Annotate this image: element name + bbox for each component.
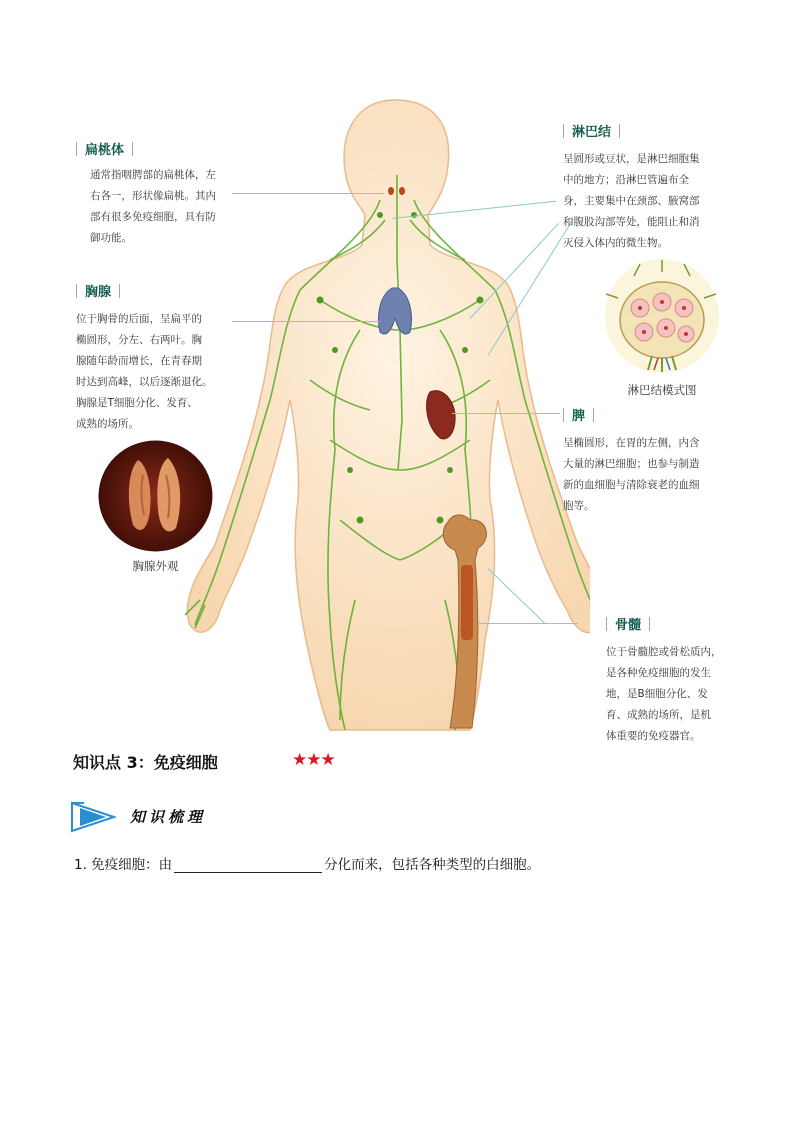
play-arrow-icon: [70, 800, 118, 834]
thymus-heading: [76, 281, 120, 300]
marrow-heading: [606, 614, 650, 633]
marrow-title: 骨髓: [615, 618, 642, 633]
section-label-knowledge-review: 知识梳理: [130, 808, 207, 826]
lymph-node-model-illustration: [604, 258, 720, 374]
knowledge-point-title: 知识点 3：免疫细胞: [73, 753, 218, 772]
leader-line-marrow: [478, 623, 578, 624]
leader-line-thymus: [232, 321, 380, 322]
spleen-title: 脾: [572, 409, 586, 424]
lymph-node-model-caption: 淋巴结模式图: [627, 383, 697, 397]
thymus-title: 胸腺: [85, 285, 112, 300]
thymus-photo: [98, 440, 213, 552]
leader-line-tonsil: [232, 193, 384, 194]
question-1: [74, 853, 540, 873]
question-1-prefix: 1. 免疫细胞：由: [74, 857, 173, 873]
tonsil-heading: [76, 139, 133, 158]
lymph-node-heading: [563, 121, 620, 140]
lymph-node-title: 淋巴结: [572, 125, 612, 140]
spleen-description: 呈椭圆形，在胃的左侧，内含 大量的淋巴细胞；也参与制造 新的血细胞与清除衰老的血细 胞等。: [563, 437, 700, 512]
spleen-heading: [563, 405, 594, 424]
thymus-photo-caption: 胸腺外观: [132, 559, 179, 573]
thymus-description: 位于胸骨的后面，呈扁平的 椭圆形，分左、右两叶。胸 腺随年龄而增长，在青春期 时达到高峰，以后逐渐退化。 胸腺是T细胞分化、发育、 成熟的场所。: [76, 313, 213, 430]
leader-line-spleen: [452, 413, 560, 414]
tonsil-description: 通常指咽腭部的扁桃体，左 右各一，形状像扁桃。其内 部有很多免疫细胞，具有防 御功能。: [90, 169, 216, 244]
question-1-suffix: 分化而来，包括各种类型的白细胞。: [324, 857, 541, 873]
difficulty-stars: ★★★: [292, 750, 335, 770]
answer-blank[interactable]: [174, 858, 322, 873]
marrow-description: 位于骨髓腔或骨松质内， 是各种免疫细胞的发生 地，是B细胞分化、发 育、成熟的场所，是机 体重要的免疫器官。: [606, 646, 722, 742]
lymph-node-description: 呈圆形或豆状，是淋巴细胞集 中的地方；沿淋巴管遍布全 身，主要集中在颈部、腋窝部 和腹股沟部等处，能阻止和消 灭侵入体内的微生物。: [563, 153, 700, 249]
tonsil-title: 扁桃体: [85, 143, 125, 158]
